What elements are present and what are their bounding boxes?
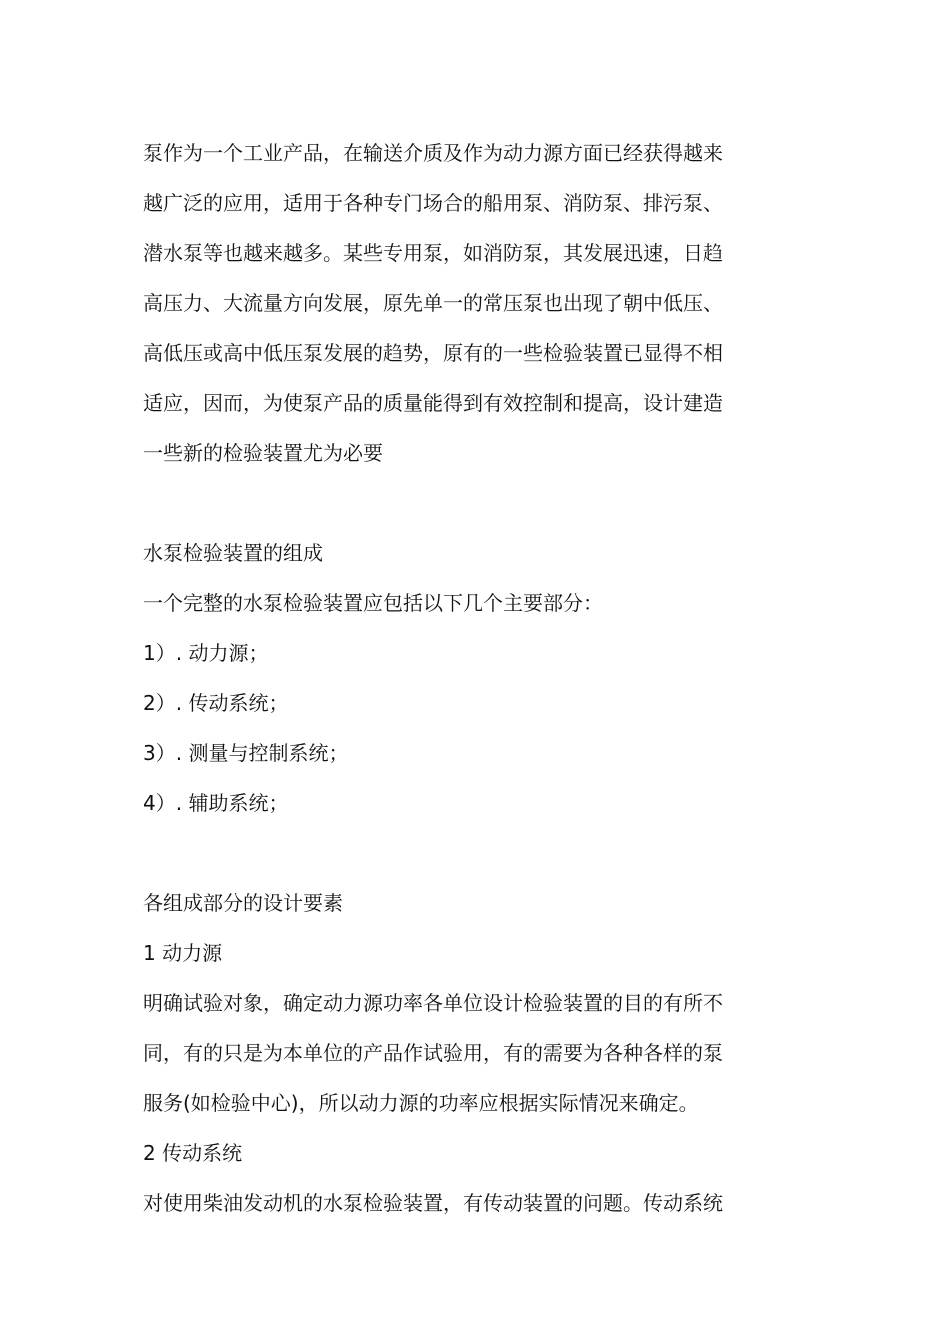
text-line: 高压力、大流量方向发展，原先单一的常压泵也出现了朝中低压、 xyxy=(143,291,723,315)
text-line: 高低压或高中低压泵发展的趋势，原有的一些检验装置已显得不相 xyxy=(143,341,723,365)
paragraph-spacer xyxy=(143,828,813,878)
text-line: 明确试验对象，确定动力源功率各单位设计检验装置的目的有所不 xyxy=(143,991,723,1015)
text-line: 越广泛的应用，适用于各种专门场合的船用泵、消防泵、排污泵、 xyxy=(143,191,723,215)
list-item: 1）. 动力源； xyxy=(143,641,269,665)
section-heading-composition: 水泵检验装置的组成 xyxy=(143,541,323,565)
text-line: 潜水泵等也越来越多。某些专用泵，如消防泵，其发展迅速，日趋 xyxy=(143,241,723,265)
intro-paragraph xyxy=(143,128,813,478)
text-line: 对使用柴油发动机的水泵检验装置，有传动装置的问题。传动系统 xyxy=(143,1191,723,1215)
text-line: 同，有的只是为本单位的产品作试验用，有的需要为各种各样的泵 xyxy=(143,1041,723,1065)
text-line: 一些新的检验装置尤为必要 xyxy=(143,441,383,465)
text-line: 泵作为一个工业产品，在输送介质及作为动力源方面已经获得越来 xyxy=(143,141,723,165)
list-item: 4）. 辅助系统； xyxy=(143,791,289,815)
text-line: 适应，因而，为使泵产品的质量能得到有效控制和提高，设计建造 xyxy=(143,391,723,415)
list-item: 3）. 测量与控制系统； xyxy=(143,741,349,765)
subsection-title-power-source: 1 动力源 xyxy=(143,941,223,965)
list-item: 2）. 传动系统； xyxy=(143,691,289,715)
composition-lead-text: 一个完整的水泵检验装置应包括以下几个主要部分： xyxy=(143,591,603,615)
subsection-title-transmission: 2 传动系统 xyxy=(143,1141,243,1165)
document-body xyxy=(143,128,813,1228)
text-line: 服务(如检验中心)，所以动力源的功率应根据实际情况来确定。 xyxy=(143,1091,699,1115)
section-heading-design: 各组成部分的设计要素 xyxy=(143,891,343,915)
paragraph-spacer xyxy=(143,478,813,528)
